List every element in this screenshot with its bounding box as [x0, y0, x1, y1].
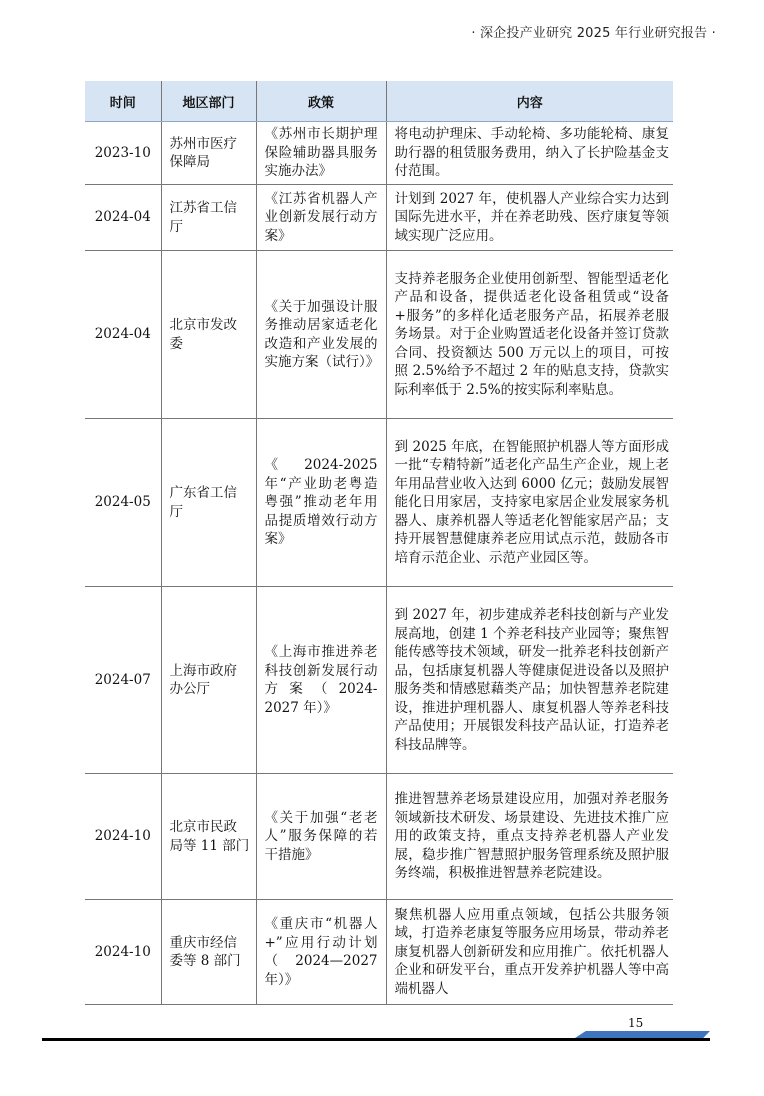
policy-table — [85, 81, 673, 1005]
column-header-content: 内容 — [386, 81, 673, 122]
table-row — [85, 587, 673, 774]
row-content: 支持养老服务企业使用创新型、智能型适老化产品和设备，提供适老化设备租赁或“设备+服务”的多样化适老服务产品，拓展养老服务场景。对于企业购置适老化设备并签订贷款合同、投资额达 500 万元以上的项目，可按照 2.5%给予不超过 2 年的贴息支持，贷款实际利率低于 2.5%的按实际利率贴息。 — [386, 251, 673, 419]
table-row — [85, 774, 673, 900]
row-date: 2024-07 — [85, 587, 161, 774]
table-row — [85, 185, 673, 251]
row-date: 2024-04 — [85, 185, 161, 251]
row-dept: 北京市发改委 — [161, 251, 256, 419]
row-dept: 广东省工信厅 — [161, 419, 256, 587]
page-number: 15 — [628, 1016, 644, 1030]
row-dept: 重庆市经信委等 8 部门 — [161, 900, 256, 1005]
row-date: 2024-10 — [85, 774, 161, 900]
row-policy: 《苏州市长期护理保险辅助器具服务实施办法》 — [256, 122, 386, 185]
row-policy: 《重庆市“机器人+”应用行动计划（2024—2027 年）》 — [256, 900, 386, 1005]
column-header-dept: 地区部门 — [161, 81, 256, 122]
row-content: 聚焦机器人应用重点领域，包括公共服务领域，打造养老康复等服务应用场景，带动养老康复机器人创新研发和应用推广。依托机器人企业和研发平台，重点开发养护机器人等中高端机器人 — [386, 900, 673, 1005]
footer-rule — [42, 1038, 710, 1041]
table-row — [85, 251, 673, 419]
row-dept: 北京市民政局等 11 部门 — [161, 774, 256, 900]
row-policy: 《上海市推进养老科技创新发展行动方案（2024-2027 年）》 — [256, 587, 386, 774]
row-content: 推进智慧养老场景建设应用，加强对养老服务领域新技术研发、场景建设、先进技术推广应用的政策支持，重点支持养老机器人产业发展，稳步推广智慧照护服务管理系统及照护服务终端，积极推进智慧养老院建设。 — [386, 774, 673, 900]
row-content: 到 2025 年底，在智能照护机器人等方面形成一批“专精特新”适老化产品生产企业，规上老年用品营业收入达到 6000 亿元；鼓励发展智能化日用家居，支持家电家居企业发展家务机器人、康养机器人等适老化智能家居产品；支持开展智慧健康养老应用试点示范，鼓励各市培育示范企业、示范产业园区等。 — [386, 419, 673, 587]
row-policy: 《江苏省机器人产业创新发展行动方案》 — [256, 185, 386, 251]
row-content: 将电动护理床、手动轮椅、多功能轮椅、康复助行器的租赁服务费用，纳入了长护险基金支付范围。 — [386, 122, 673, 185]
table-row — [85, 900, 673, 1005]
row-date: 2023-10 — [85, 122, 161, 185]
row-date: 2024-05 — [85, 419, 161, 587]
column-header-time: 时间 — [85, 81, 161, 122]
row-policy: 《 2024-2025 年“产业助老粤造粤强”推动老年用品提质增效行动方案》 — [256, 419, 386, 587]
row-dept: 苏州市医疗保障局 — [161, 122, 256, 185]
row-content: 到 2027 年，初步建成养老科技创新与产业发展高地，创建 1 个养老科技产业园等；聚焦智能传感等技术领域，研发一批养老科技创新产品，包括康复机器人等健康促进设备以及照护服务类和情感慰藉类产品；加快智慧养老院建设，推进护理机器人、康复机器人等养老科技产品使用；开展银发科技产品认证，打造养老科技品牌等。 — [386, 587, 673, 774]
table-row — [85, 419, 673, 587]
footer-accent-bar — [575, 1031, 710, 1038]
row-content: 计划到 2027 年，使机器人产业综合实力达到国际先进水平，并在养老助残、医疗康复等领域实现广泛应用。 — [386, 185, 673, 251]
column-header-policy: 政策 — [256, 81, 386, 122]
row-date: 2024-04 — [85, 251, 161, 419]
table-header-row — [85, 81, 673, 122]
report-header: · 深企投产业研究 2025 年行业研究报告 · — [471, 26, 716, 41]
table-row — [85, 122, 673, 185]
row-policy: 《关于加强设计服务推动居家适老化改造和产业发展的实施方案（试行）》 — [256, 251, 386, 419]
row-date: 2024-10 — [85, 900, 161, 1005]
row-dept: 江苏省工信厅 — [161, 185, 256, 251]
row-dept: 上海市政府办公厅 — [161, 587, 256, 774]
row-policy: 《关于加强“老老人”服务保障的若干措施》 — [256, 774, 386, 900]
